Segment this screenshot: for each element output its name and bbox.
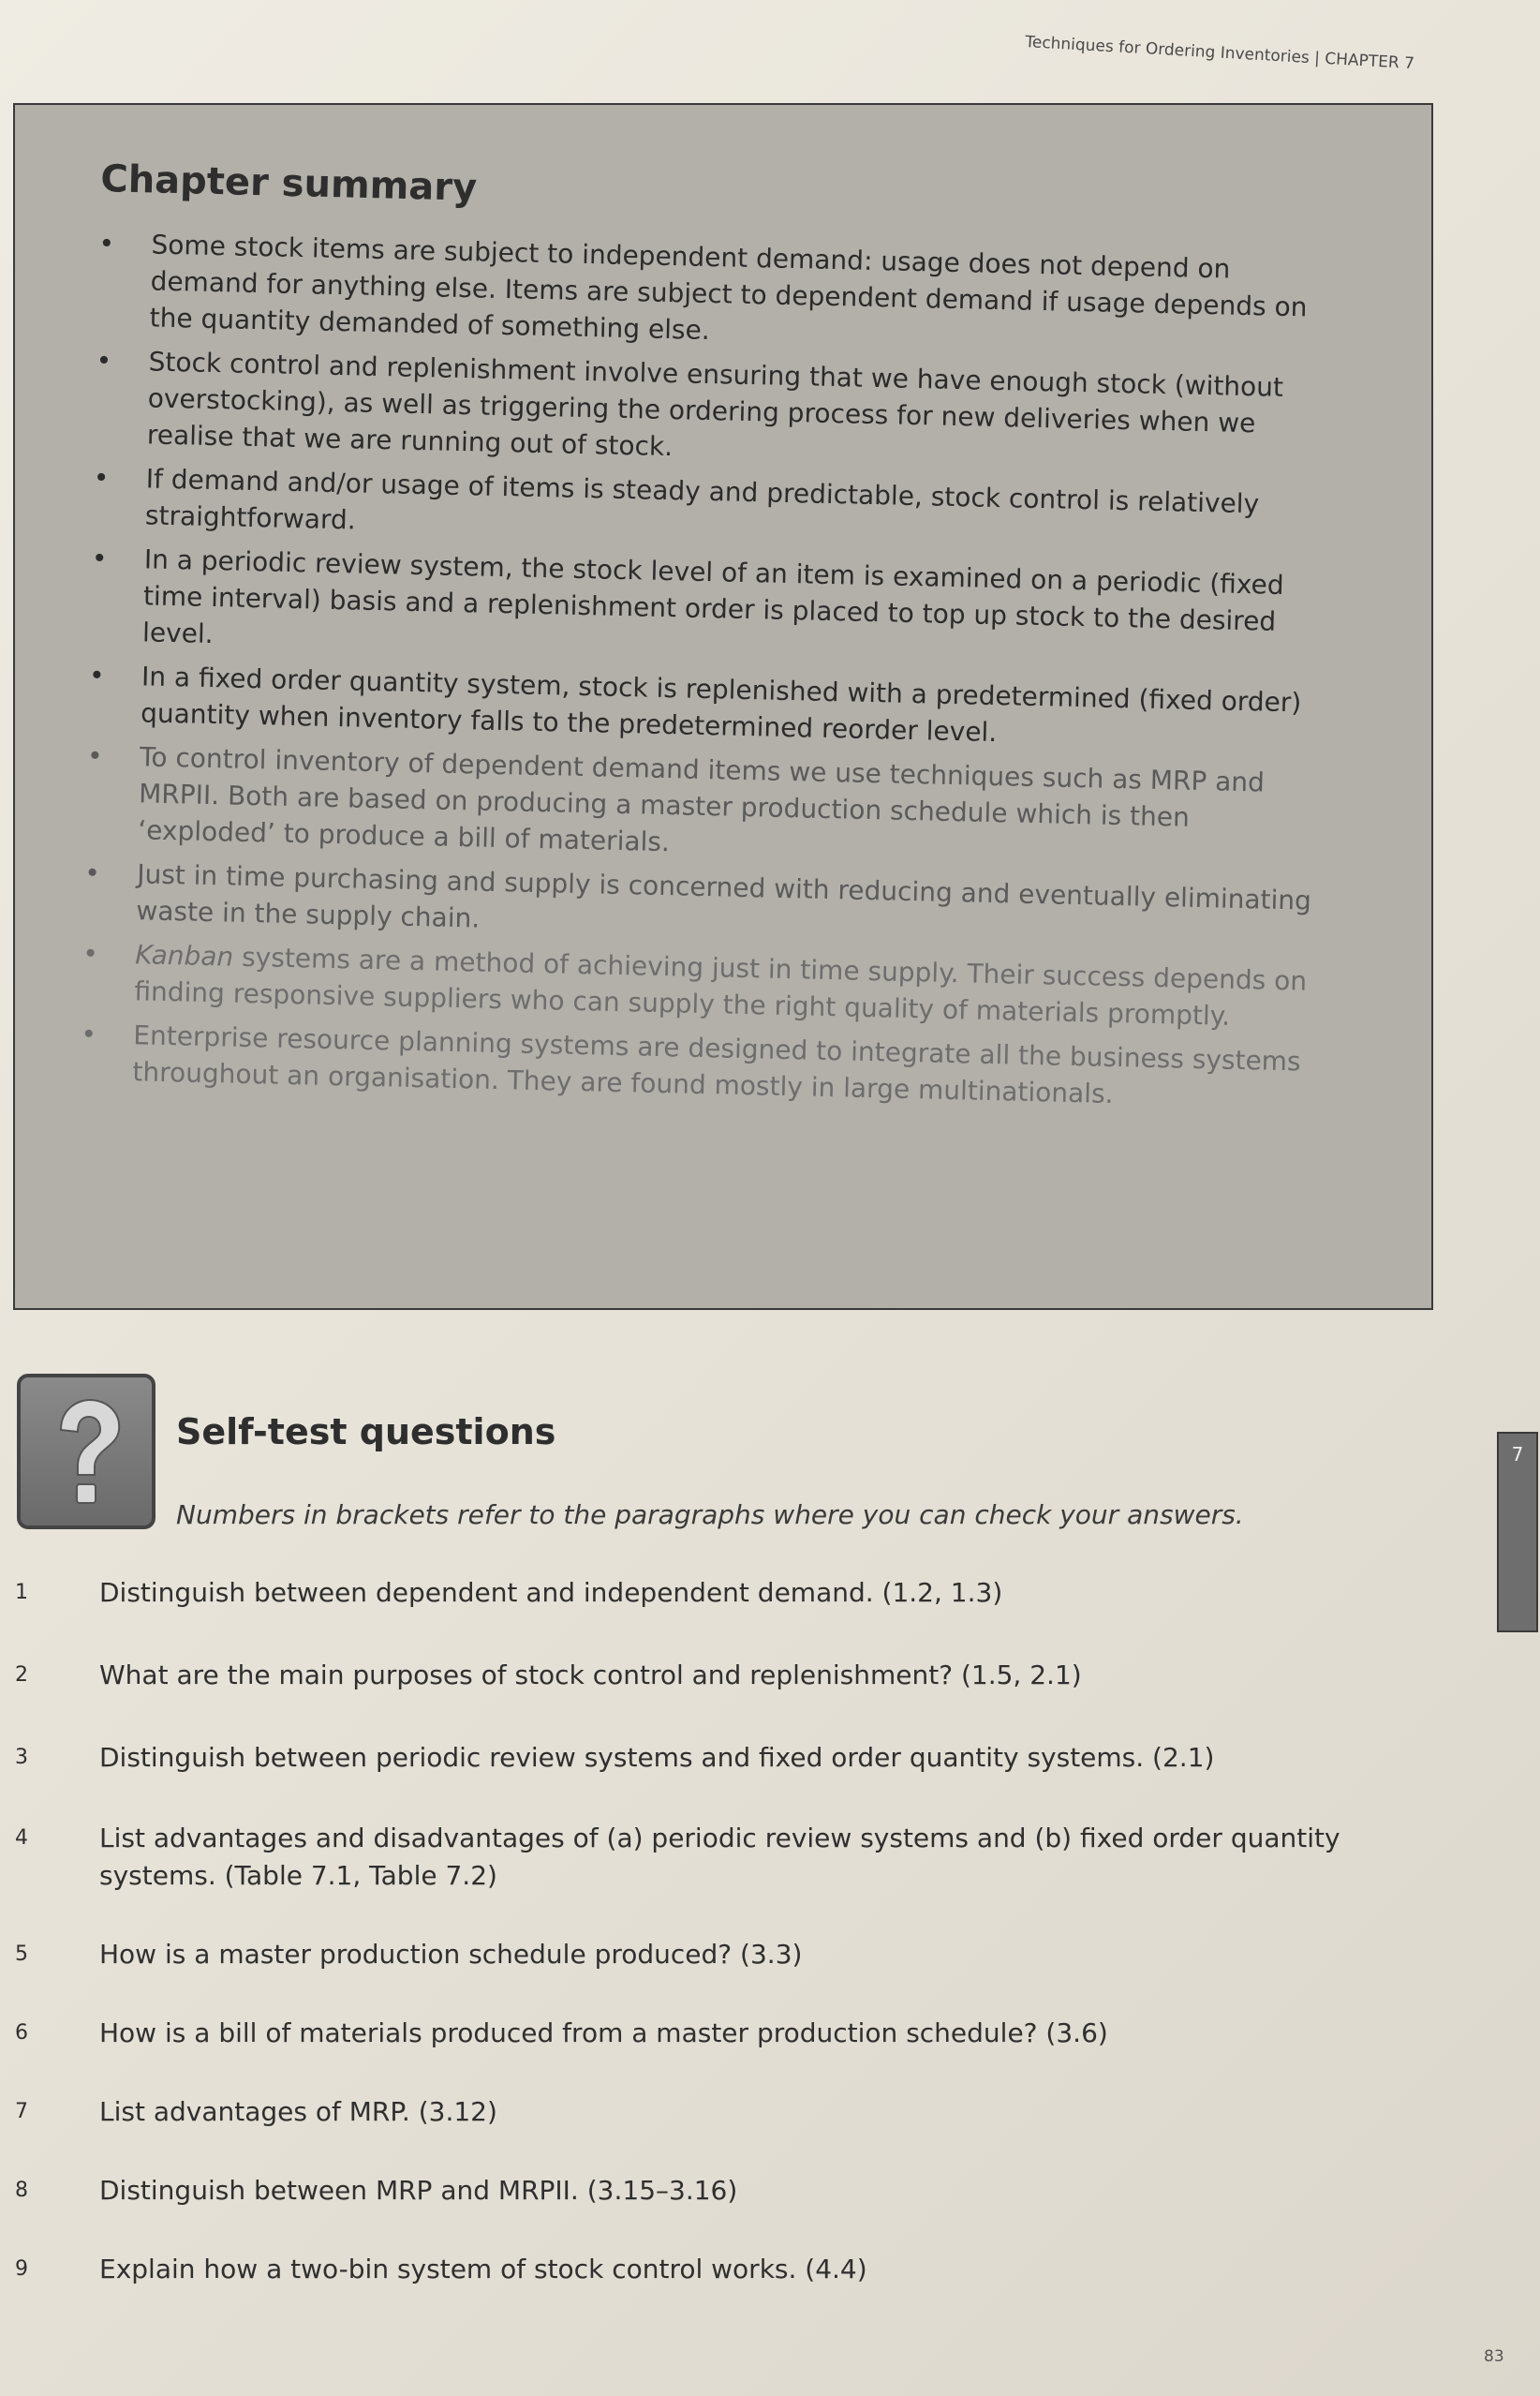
summary-item-text: In a periodic review system, the stock level of an item is examined on a periodic (fixed time interval) basis and a replenishment order is placed to top up stock to the desired level. — [141, 543, 1284, 650]
question-item — [9, 1657, 1377, 1694]
bullet-icon: • — [88, 660, 105, 692]
question-number: 5 — [15, 1942, 28, 1966]
summary-item-text: If demand and/or usage of items is steady and predictable, stock control is relatively straightforward. — [144, 463, 1260, 536]
summary-item-text: Stock control and replenishment involve ensuring that we have enough stock (without overstocking), as well as triggering the ordering process for new deliveries when we realise that we are running out of stock. — [146, 346, 1284, 463]
question-item — [9, 1739, 1377, 1777]
question-text: Distinguish between periodic review systems and fixed order quantity systems. (2.1) — [99, 1742, 1215, 1773]
summary-item-text: systems are a method of achieving just in time supply. Their success depends on finding responsive suppliers who can supply the right quality of materials promptly. — [134, 941, 1308, 1032]
chapter-tab — [1497, 1432, 1538, 1632]
chapter-summary-list — [72, 225, 1338, 1124]
bullet-icon: • — [91, 543, 108, 574]
question-item — [9, 1820, 1377, 1895]
bullet-icon: • — [81, 937, 99, 970]
summary-item-text: In a fixed order quantity system, stock is replenished with a predetermined (fixed order) quantity when inventory falls to the predetermined reorder level. — [140, 661, 1302, 749]
summary-item-text: Enterprise resource planning systems are designed to integrate all the business systems throughout an organisation. They are found mostly in large multinationals. — [132, 1019, 1301, 1109]
question-number: 7 — [15, 2100, 28, 2123]
question-text: List advantages of MRP. (3.12) — [99, 2096, 497, 2127]
question-number: 2 — [15, 1663, 28, 1687]
question-item — [9, 2015, 1377, 2052]
summary-item-text: Just in time purchasing and supply is concerned with reducing and eventually eliminating waste in the supply chain. — [136, 858, 1312, 934]
page-number: 83 — [1484, 2347, 1504, 2366]
question-item — [9, 2251, 1377, 2288]
question-number: 4 — [15, 1826, 28, 1850]
summary-item-text: Some stock items are subject to independent demand: usage does not depend on demand for anything else. Items are subject to dependent demand if usage depends on the quantity demanded of something else. — [149, 229, 1308, 346]
question-mark-icon — [17, 1374, 155, 1529]
self-test-title: Self-test questions — [176, 1411, 556, 1452]
kanban-term: Kanban — [134, 939, 243, 973]
question-item — [9, 1574, 1377, 1612]
chapter-tab-number: 7 — [1511, 1443, 1524, 1466]
summary-item — [87, 342, 1335, 480]
question-number: 1 — [15, 1581, 28, 1604]
question-text: Explain how a two-bin system of stock control works. (4.4) — [99, 2254, 867, 2284]
question-text: Distinguish between MRP and MRPII. (3.15–3.16) — [99, 2175, 738, 2206]
bullet-icon: • — [83, 857, 101, 889]
question-text: How is a bill of materials produced from a master production schedule? (3.6) — [99, 2017, 1108, 2048]
question-number: 8 — [15, 2179, 28, 2202]
question-number: 3 — [15, 1746, 28, 1769]
running-header: Techniques for Ordering Inventories | CHAPTER 7 — [1024, 33, 1415, 74]
summary-item-text: To control inventory of dependent demand items we use techniques such as MRP and MRPII. Both are based on producing a master production schedule which is then ‘exploded’ to produce a bill of materials. — [137, 741, 1266, 858]
question-item — [9, 1936, 1377, 1973]
question-mark-glyph-icon — [35, 1391, 138, 1512]
self-test-questions-list — [9, 1574, 1377, 2288]
bullet-icon: • — [81, 1018, 97, 1050]
bullet-icon: • — [96, 345, 112, 377]
bullet-icon: • — [98, 228, 115, 260]
bullet-icon: • — [93, 462, 110, 494]
question-item — [9, 2093, 1377, 2131]
summary-item — [78, 737, 1325, 875]
question-number: 6 — [15, 2021, 28, 2045]
question-text: List advantages and disadvantages of (a) periodic review systems and (b) fixed order quantity systems. (Table 7.1, Table 7.2) — [99, 1823, 1340, 1891]
question-text: What are the main purposes of stock control and replenishment? (1.5, 2.1) — [99, 1659, 1082, 1690]
bullet-icon: • — [86, 740, 104, 772]
chapter-summary-title: Chapter summary — [99, 157, 478, 210]
question-text: How is a master production schedule produced? (3.3) — [99, 1939, 803, 1970]
question-number: 9 — [15, 2257, 28, 2281]
summary-item — [82, 540, 1330, 677]
question-item — [9, 2172, 1377, 2210]
question-text: Distinguish between dependent and independent demand. (1.2, 1.3) — [99, 1577, 1003, 1608]
self-test-note: Numbers in brackets refer to the paragraphs where you can check your answers. — [176, 1499, 1244, 1530]
